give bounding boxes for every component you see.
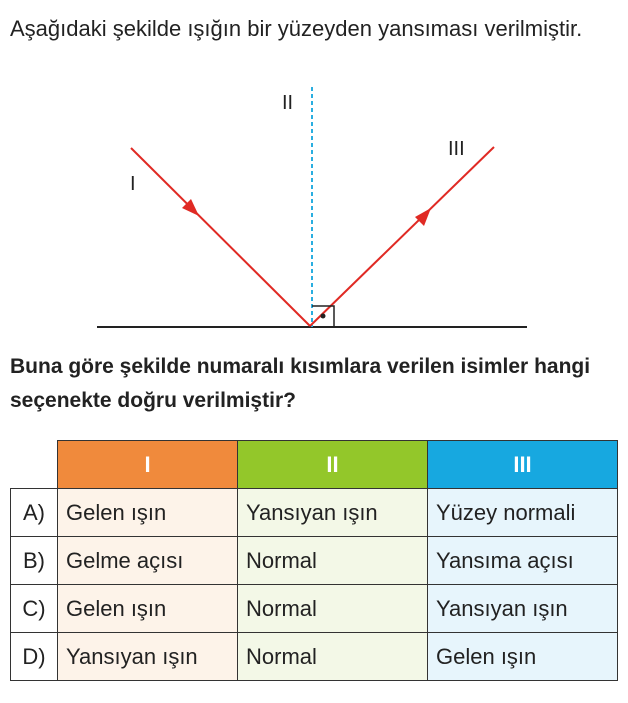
header-col-3: III	[428, 441, 618, 489]
label-reflected-ray: III	[448, 138, 465, 160]
table-cell: Yansıyan ışın	[238, 489, 428, 537]
option-row-b[interactable]	[11, 537, 618, 585]
incident-ray	[131, 148, 310, 326]
table-cell: Normal	[238, 537, 428, 585]
table-cell: Normal	[238, 585, 428, 633]
table-cell: Gelen ışın	[58, 585, 238, 633]
label-incident-ray: I	[130, 173, 136, 195]
option-letter[interactable]: D)	[11, 633, 58, 681]
reflected-arrow-icon	[415, 208, 431, 226]
table-cell: Yansıma açısı	[428, 537, 618, 585]
header-col-2: II	[238, 441, 428, 489]
option-row-a[interactable]	[11, 489, 618, 537]
table-cell: Gelen ışın	[428, 633, 618, 681]
option-row-d[interactable]	[11, 633, 618, 681]
table-corner	[11, 441, 58, 489]
header-col-1: I	[58, 441, 238, 489]
option-row-c[interactable]	[11, 585, 618, 633]
table-cell: Normal	[238, 633, 428, 681]
right-angle-dot	[321, 314, 326, 319]
table-cell: Gelen ışın	[58, 489, 238, 537]
table-header-row	[11, 441, 618, 489]
reflected-ray	[310, 147, 494, 326]
table-cell: Yüzey normali	[428, 489, 618, 537]
table-cell: Yansıyan ışın	[58, 633, 238, 681]
question-text: Buna göre şekilde numaralı kısımlara verilen isimler hangi seçenekte doğru verilmiştir?	[10, 355, 591, 412]
label-normal: II	[282, 92, 294, 114]
answer-table	[10, 440, 618, 681]
intro-text: Aşağıdaki şekilde ışığın bir yüzeyden yansıması verilmiştir.	[10, 16, 583, 41]
table-cell: Yansıyan ışın	[428, 585, 618, 633]
table-cell: Gelme açısı	[58, 537, 238, 585]
reflection-diagram	[0, 0, 628, 345]
option-letter[interactable]: A)	[11, 489, 58, 537]
option-letter[interactable]: C)	[11, 585, 58, 633]
option-letter[interactable]: B)	[11, 537, 58, 585]
